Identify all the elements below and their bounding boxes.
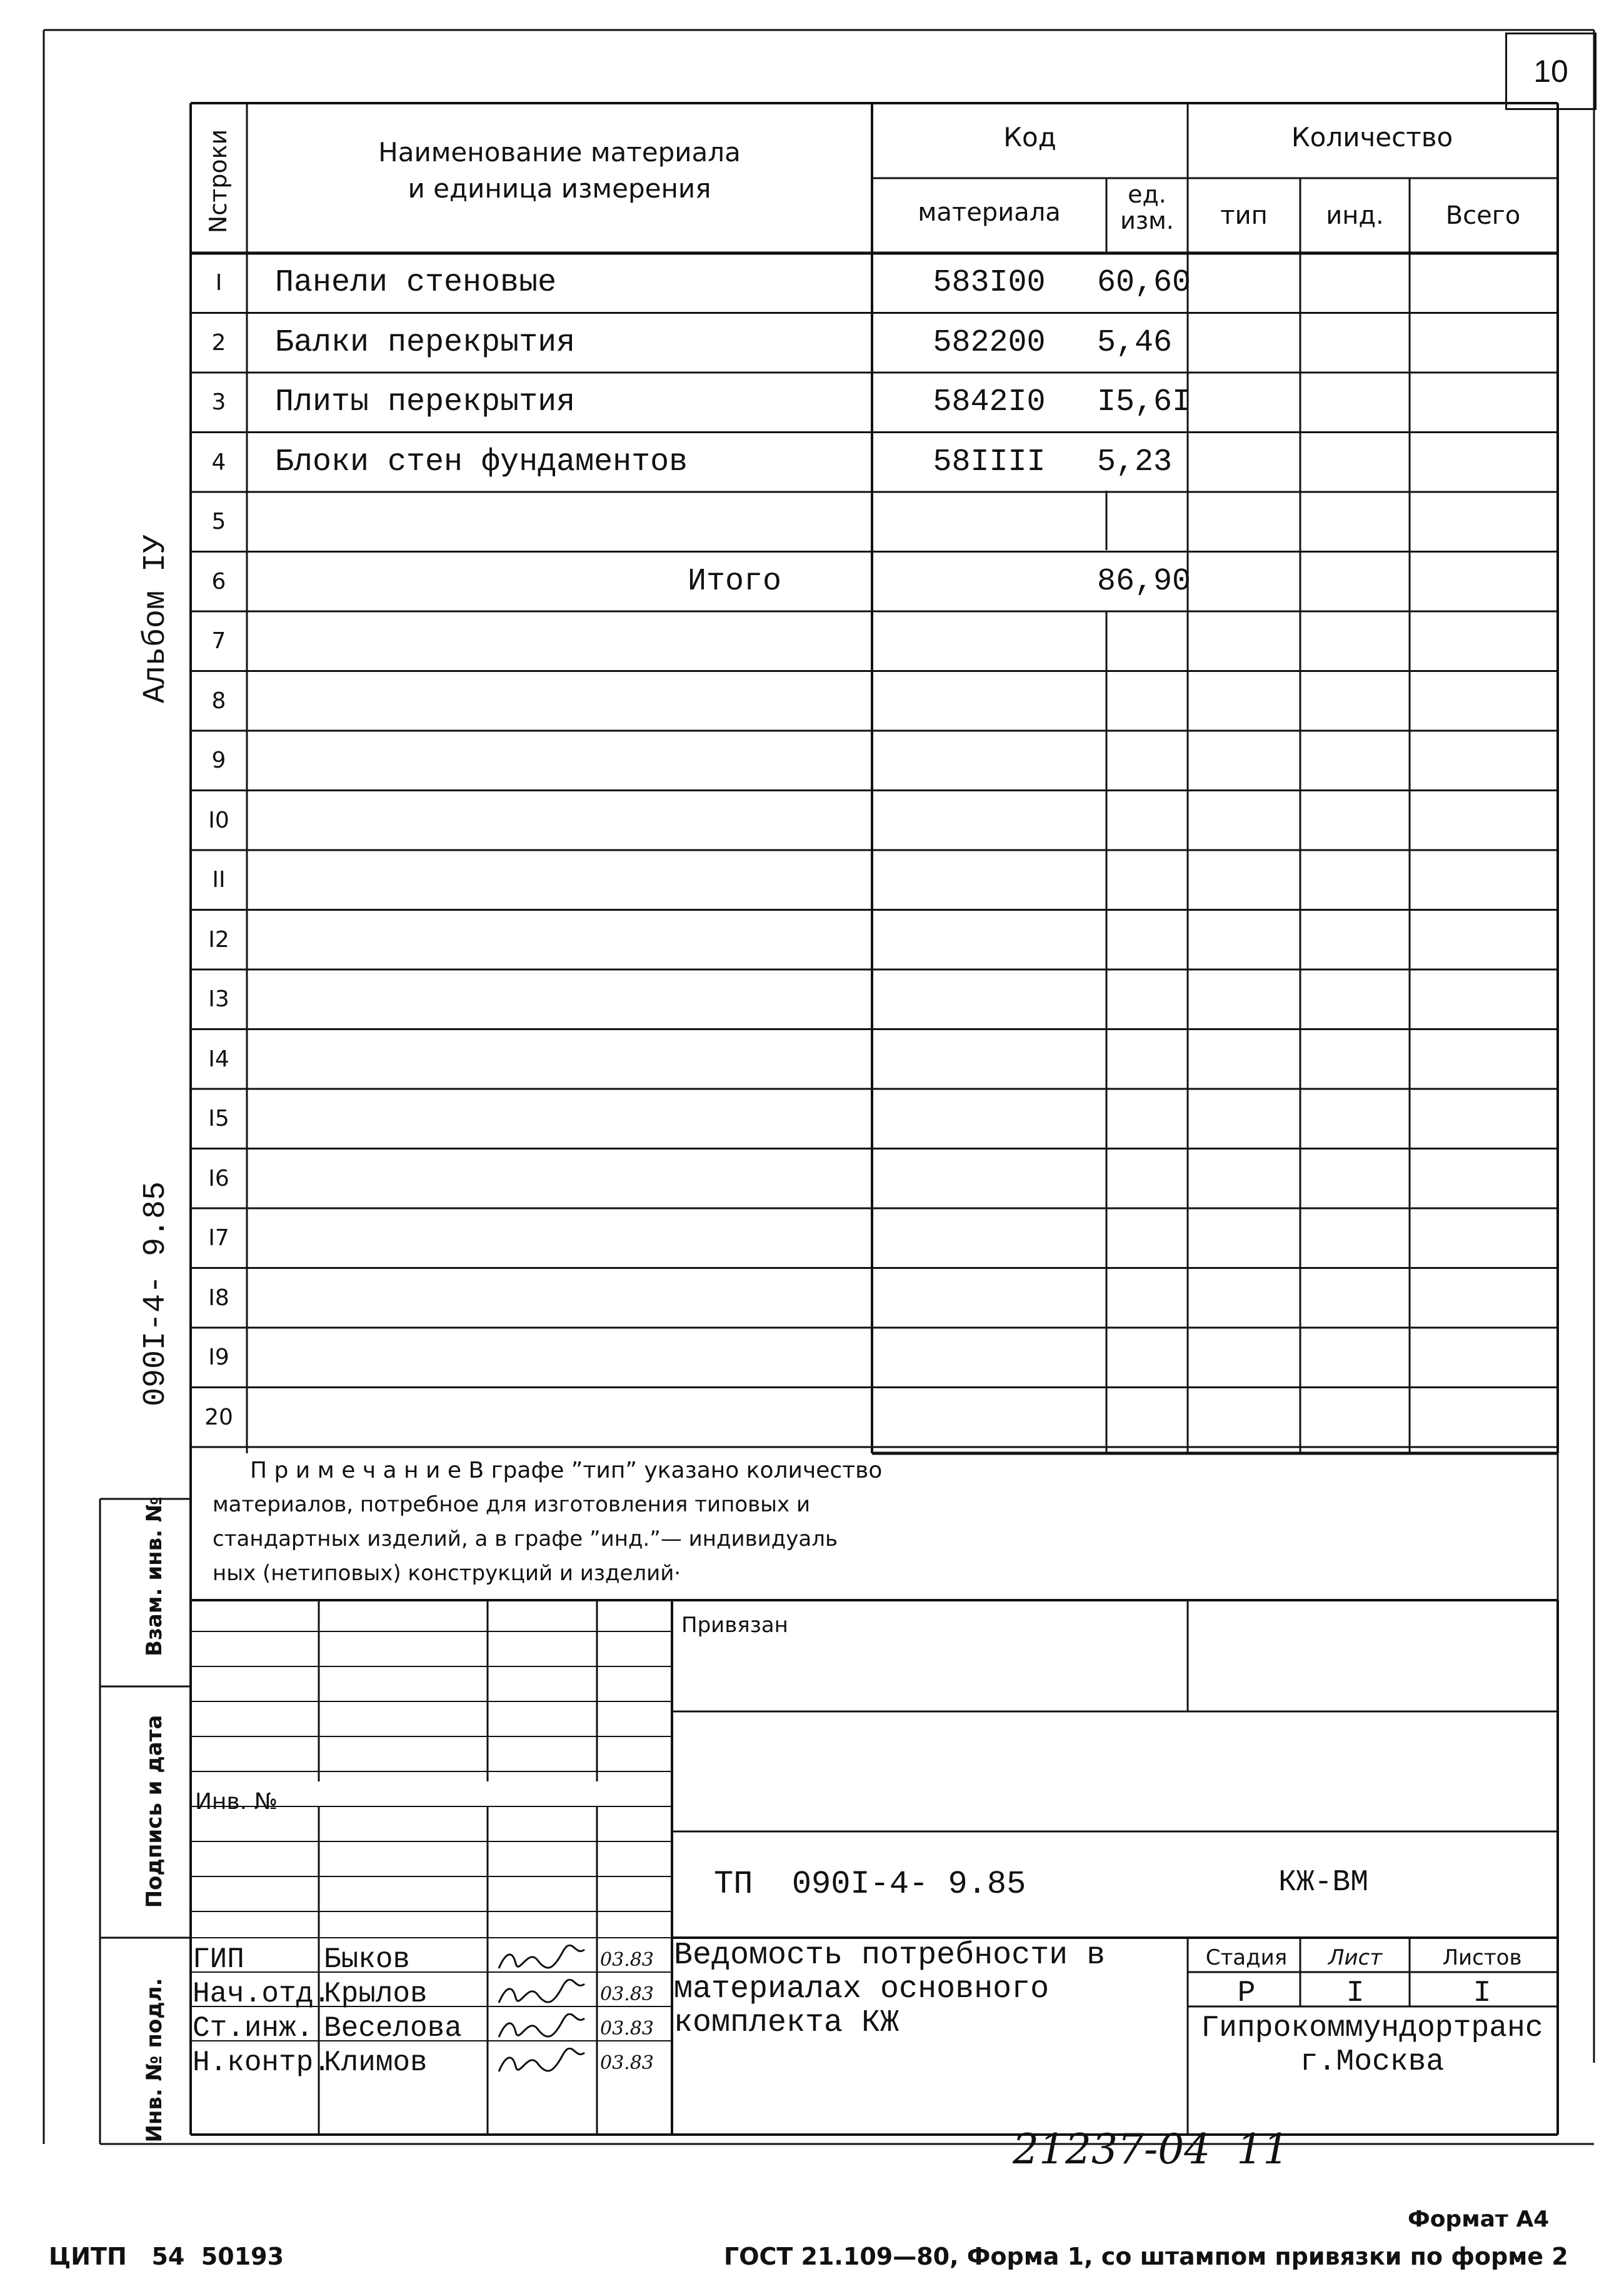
header-unit-line2: изм. (1120, 207, 1174, 234)
material-qty: I5,6I (1097, 384, 1191, 420)
header-quantity: Количество (1291, 122, 1453, 153)
material-qty (1097, 731, 1222, 791)
table-row (0, 731, 1624, 791)
organization-line1: Гипрокоммундортранс (1201, 2011, 1543, 2045)
material-code: 583I00 (933, 265, 1046, 301)
material-code: 5842I0 (933, 384, 1046, 420)
row-number: I6 (208, 1165, 229, 1191)
row-number: 8 (211, 688, 226, 714)
table-row (0, 1029, 1624, 1089)
header-material: материала (918, 198, 1061, 227)
material-name (275, 910, 869, 970)
header-ind: инд. (1326, 201, 1384, 230)
material-qty (1097, 1388, 1222, 1448)
album-label: Альбом IУ (138, 534, 174, 704)
material-name (275, 611, 869, 671)
signer-name: Быков (324, 1943, 411, 1976)
signer-role: Нач.отд. (193, 1978, 331, 2010)
material-name (275, 1149, 869, 1209)
note-line-4: ных (нетиповых) конструкций и изделий· (213, 1561, 681, 1586)
material-qty: 5,46 (1097, 324, 1173, 361)
material-qty (1097, 492, 1222, 552)
material-qty (1097, 850, 1222, 910)
table-row (0, 552, 1624, 612)
material-qty: 86,90 (1097, 563, 1191, 599)
material-code (872, 1089, 1106, 1149)
sheets-value: I (1473, 1976, 1491, 2010)
row-number: I3 (208, 986, 229, 1012)
row-number: 7 (211, 628, 226, 654)
signer-role: Н.контр. (193, 2046, 331, 2079)
table-row (0, 1268, 1624, 1328)
table-row (0, 492, 1624, 552)
table-row (0, 1388, 1624, 1448)
header-type: тип (1220, 201, 1268, 230)
table-row (0, 850, 1624, 910)
material-qty (1097, 969, 1222, 1029)
table-row (0, 1149, 1624, 1209)
material-name (275, 731, 869, 791)
header-name-line1: Наименование материала (378, 137, 741, 168)
table-row (0, 611, 1624, 671)
material-code (872, 1208, 1106, 1268)
table-row (0, 433, 1624, 493)
handwritten-number: 21237-04 11 (1013, 2125, 1290, 2173)
stage-value: Р (1237, 1976, 1256, 2010)
material-qty (1097, 1029, 1222, 1089)
doc-title (674, 1939, 1105, 2040)
header-total: Всего (1445, 201, 1521, 230)
material-name (275, 791, 869, 851)
vzam-inv-label: Взам. инв. № (142, 1496, 167, 1656)
material-code (872, 1029, 1106, 1089)
organization-line2: г.Москва (1300, 2045, 1445, 2079)
row-number: I7 (208, 1225, 229, 1251)
material-qty (1097, 1268, 1222, 1328)
stage-label: Стадия (1205, 1945, 1288, 1970)
material-name (275, 1089, 869, 1149)
row-number: 2 (211, 329, 226, 356)
material-qty (1097, 611, 1222, 671)
table-row (0, 313, 1624, 373)
sheet-label: Лист (1328, 1945, 1383, 1970)
material-name (275, 850, 869, 910)
sheet-value: I (1346, 1976, 1365, 2010)
signer-date: 03.83 (600, 2052, 654, 2074)
row-number: II (212, 867, 226, 893)
table-row (0, 1208, 1624, 1268)
material-qty (1097, 1208, 1222, 1268)
privyazan-label: Привязан (681, 1613, 788, 1638)
material-qty (1097, 1089, 1222, 1149)
row-number: 6 (211, 568, 226, 594)
note (213, 1453, 1338, 1591)
material-code (872, 492, 1106, 552)
material-name (275, 1328, 869, 1388)
table-row (0, 969, 1624, 1029)
signature-image (494, 2013, 588, 2045)
material-code (872, 1328, 1106, 1388)
header-row-no: Nстроки (204, 129, 232, 234)
material-name: Панели стеновые (275, 265, 557, 301)
row-number: I0 (208, 807, 229, 833)
header-code: Код (1003, 122, 1056, 153)
signature-image (494, 1979, 588, 2010)
row-number: I (215, 270, 223, 296)
row-number: 9 (211, 748, 226, 773)
material-code: 582200 (933, 324, 1046, 361)
material-qty (1097, 671, 1222, 731)
table-row (0, 1089, 1624, 1149)
material-code (872, 671, 1106, 731)
doc-title-line3: комплекта КЖ (674, 2005, 900, 2041)
material-code (872, 731, 1106, 791)
material-code: 58IIII (933, 444, 1046, 480)
row-number: 4 (211, 449, 226, 475)
doc-title-line1: Ведомость потребности в (674, 1938, 1106, 1973)
footer-right: ГОСТ 21.109—80, Форма 1, со штампом привязки по форме 2 (724, 2243, 1568, 2270)
material-name (275, 969, 869, 1029)
material-name (275, 1268, 869, 1328)
organization (1188, 2011, 1556, 2079)
doc-title-line2: материалах основного (674, 1971, 1050, 2007)
row-number: I8 (208, 1285, 229, 1311)
sheets-label: Листов (1442, 1945, 1522, 1970)
header-name (250, 125, 869, 216)
sheet-number: 10 (1505, 33, 1596, 110)
row-number: 3 (211, 389, 226, 415)
material-name (275, 1208, 869, 1268)
inv-podl-label: Инв. № подл. (142, 1978, 167, 2143)
table-row (0, 373, 1624, 433)
project-code: ТП 090I-4- 9.85 (714, 1866, 1026, 1903)
note-line-1: П р и м е ч а н и е В графе ”тип” указано количество (250, 1458, 883, 1483)
table-row (0, 1328, 1624, 1388)
material-name (275, 671, 869, 731)
table-row (0, 910, 1624, 970)
signer-name: Крылов (324, 1978, 428, 2010)
material-name (275, 492, 869, 552)
signer-name: Климов (324, 2046, 428, 2079)
material-qty (1097, 1149, 1222, 1209)
header-name-line2: и единица измерения (408, 173, 711, 204)
note-line-2: материалов, потребное для изготовления типовых и (213, 1492, 811, 1517)
material-code (872, 1388, 1106, 1448)
material-name: Блоки стен фундаментов (275, 444, 688, 480)
material-code (872, 969, 1106, 1029)
row-number: I5 (208, 1106, 229, 1131)
material-name (275, 1388, 869, 1448)
row-number: I2 (208, 926, 229, 953)
doc-mark: КЖ-ВМ (1278, 1866, 1369, 1900)
footer-left: ЦИТП 54 50193 (49, 2243, 284, 2270)
material-code (872, 791, 1106, 851)
material-qty (1097, 910, 1222, 970)
table-row (0, 671, 1624, 731)
row-number: 5 (211, 509, 226, 534)
material-qty (1097, 791, 1222, 851)
signer-date: 03.83 (600, 1949, 654, 1971)
material-code (872, 1268, 1106, 1328)
row-number: I9 (208, 1345, 229, 1370)
material-code (872, 910, 1106, 970)
header-unit-line1: ед. (1128, 181, 1166, 208)
material-code (872, 552, 1106, 612)
signature-image (494, 1945, 588, 1976)
material-code (872, 611, 1106, 671)
signer-role: Ст.инж. (193, 2012, 314, 2045)
signer-date: 03.83 (600, 2018, 654, 2040)
table-row (0, 253, 1624, 313)
format-label: Формат А4 (1408, 2206, 1550, 2232)
material-qty: 5,23 (1097, 444, 1173, 480)
material-code (872, 850, 1106, 910)
material-qty (1097, 1328, 1222, 1388)
material-qty: 60,60 (1097, 265, 1191, 301)
podpis-data-label: Подпись и дата (142, 1715, 167, 1908)
inv-no-label: Инв. № (195, 1789, 278, 1815)
material-name: Плиты перекрытия (275, 384, 576, 420)
row-number: I4 (208, 1046, 229, 1072)
note-line-3: стандартных изделий, а в графе ”инд.”— индивидуаль (213, 1526, 838, 1551)
table-row (0, 791, 1624, 851)
side-doc-number: 090I-4- 9.85 (138, 1181, 174, 1407)
row-number: 20 (204, 1404, 233, 1430)
material-name (275, 1029, 869, 1089)
material-code (872, 1149, 1106, 1209)
signer-role: ГИП (193, 1943, 244, 1976)
signature-image (494, 2048, 588, 2079)
header-unit (1106, 181, 1188, 234)
material-name: Балки перекрытия (275, 324, 576, 361)
signer-name: Веселова (324, 2012, 462, 2045)
material-name: Итого (687, 563, 781, 599)
signer-date: 03.83 (600, 1983, 654, 2005)
